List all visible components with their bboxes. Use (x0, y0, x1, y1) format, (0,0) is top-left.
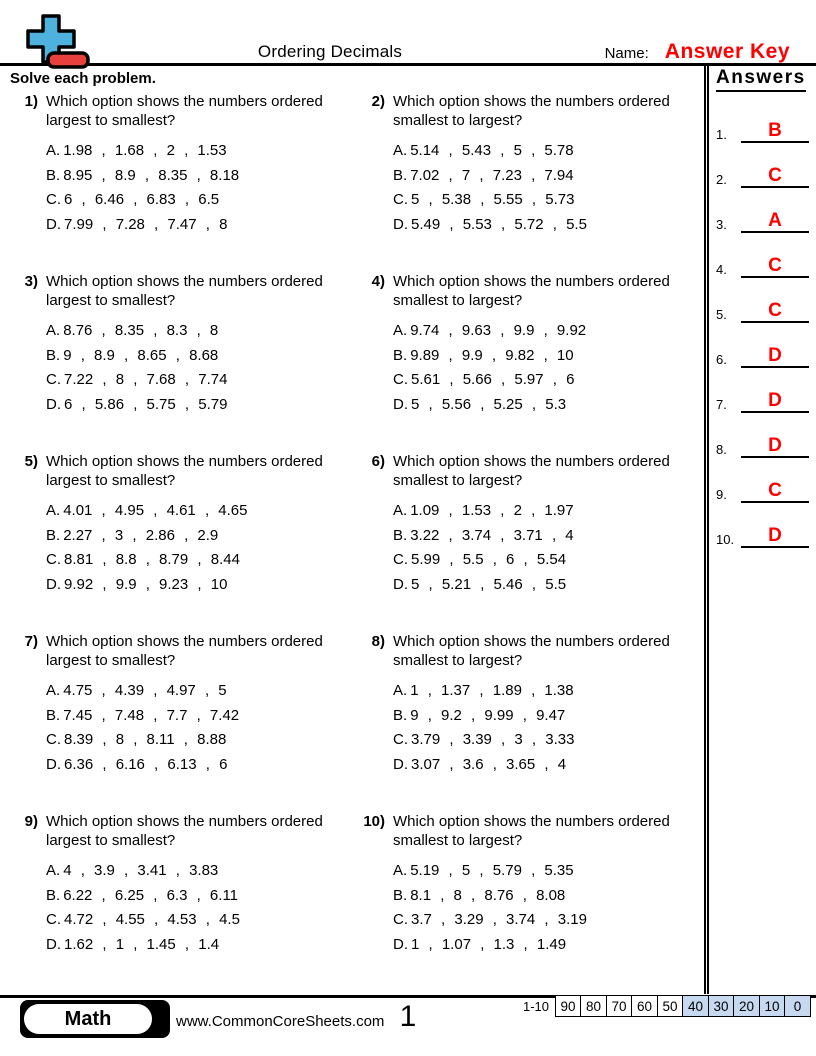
problem (10, 452, 357, 632)
answer-blank: B (741, 120, 809, 143)
answer-number: 8. (716, 442, 727, 457)
choice-values: 8.39 , 8 , 8.11 , 8.88 (64, 731, 227, 748)
content-row (0, 66, 816, 994)
choice-label: D. (393, 395, 408, 413)
choice-values: 5.61 , 5.66 , 5.97 , 6 (411, 371, 575, 388)
website-url: www.CommonCoreSheets.com (176, 1013, 385, 1030)
problem-question: Which option shows the numbers ordered smallest to largest? (393, 273, 670, 309)
choice-label: A. (393, 682, 408, 699)
choice-values: 8.95 , 8.9 , 8.35 , 8.18 (63, 166, 240, 184)
choice-label: B. (393, 706, 408, 724)
choice (46, 884, 343, 909)
choice-values: 4 , 3.9 , 3.41 , 3.83 (63, 862, 219, 879)
choice-values: 9 , 9.2 , 9.99 , 9.47 (410, 706, 566, 724)
problem-question: Which option shows the numbers ordered largest to smallest? (46, 633, 323, 669)
answer-blank: C (741, 300, 809, 323)
choice-values: 6.36 , 6.16 , 6.13 , 6 (64, 755, 228, 773)
score-cell: 10 (759, 995, 786, 1017)
choice-values: 9.89 , 9.9 , 9.82 , 10 (410, 346, 574, 364)
problem-question: Which option shows the numbers ordered smallest to largest? (393, 633, 670, 669)
instructions: Solve each problem. (10, 70, 156, 87)
choice-values: 5.49 , 5.53 , 5.72 , 5.5 (411, 215, 587, 233)
problem-head (357, 92, 690, 130)
choice-values: 5 , 5.21 , 5.46 , 5.5 (411, 575, 567, 593)
problem-head (357, 452, 690, 490)
choice-values: 8.76 , 8.35 , 8.3 , 8 (63, 322, 219, 339)
answer-key-label: Answer Key (664, 40, 790, 63)
choice-label: B. (393, 166, 408, 184)
choice (393, 188, 690, 213)
choice-label: D. (46, 935, 61, 953)
choice-values: 3.07 , 3.6 , 3.65 , 4 (411, 755, 567, 773)
answer-number: 7. (716, 397, 727, 412)
choice-label: C. (46, 911, 61, 928)
choice (393, 344, 690, 369)
score-cell: 60 (631, 995, 658, 1017)
problems-grid (10, 92, 704, 992)
choice-label: B. (46, 166, 61, 184)
problem (357, 272, 704, 452)
answer-number: 1. (716, 127, 727, 142)
choice-label: C. (46, 371, 61, 388)
choice-list (393, 139, 690, 237)
choice-values: 8.81 , 8.8 , 8.79 , 8.44 (64, 551, 240, 568)
problem-head (10, 272, 343, 310)
problem-number: 4) (371, 273, 385, 290)
choice (393, 499, 690, 524)
choice (46, 499, 343, 524)
choice-label: A. (46, 322, 61, 339)
choice (46, 548, 343, 573)
answer-item (716, 98, 809, 143)
answer-item (716, 368, 809, 413)
choice-values: 1.09 , 1.53 , 2 , 1.97 (410, 502, 574, 519)
problem (357, 452, 704, 632)
answer-blank: D (741, 435, 809, 458)
choice (46, 573, 343, 598)
score-cell: 20 (733, 995, 760, 1017)
problem-number: 3) (24, 273, 38, 290)
answer-item (716, 188, 809, 233)
problem-question: Which option shows the numbers ordered largest to smallest? (46, 273, 323, 309)
score-cell: 70 (606, 995, 633, 1017)
choice (46, 679, 343, 704)
answer-blank: A (741, 210, 809, 233)
choice (46, 524, 343, 549)
choice-label: B. (46, 526, 61, 544)
choice-label: D. (46, 755, 61, 773)
score-cell: 40 (682, 995, 709, 1017)
choice (46, 393, 343, 418)
choice-values: 8.1 , 8 , 8.76 , 8.08 (410, 886, 566, 904)
answer-blank: C (741, 255, 809, 278)
answer-number: 9. (716, 487, 727, 502)
choice-list (46, 319, 343, 417)
answer-item (716, 233, 809, 278)
answer-number: 6. (716, 352, 727, 367)
problem-head (10, 632, 343, 670)
choice-label: C. (393, 371, 408, 388)
choice-values: 2.27 , 3 , 2.86 , 2.9 (63, 526, 219, 544)
problem-question: Which option shows the numbers ordered smallest to largest? (393, 813, 670, 849)
choice-values: 9 , 8.9 , 8.65 , 8.68 (63, 346, 219, 364)
grading-scale (523, 995, 811, 1017)
problem (10, 92, 357, 272)
choice-list (46, 679, 343, 777)
choice (46, 188, 343, 213)
choice (46, 859, 343, 884)
choice (393, 908, 690, 933)
choice-list (393, 499, 690, 597)
answer-list (716, 98, 809, 548)
choice (393, 859, 690, 884)
choice-label: A. (46, 142, 61, 159)
answer-blank: D (741, 390, 809, 413)
choice-values: 6 , 6.46 , 6.83 , 6.5 (64, 191, 220, 208)
choice-label: B. (393, 346, 408, 364)
answer-number: 4. (716, 262, 727, 277)
choice-values: 6 , 5.86 , 5.75 , 5.79 (64, 395, 228, 413)
answer-blank: C (741, 480, 809, 503)
choice (393, 704, 690, 729)
choice-values: 5.99 , 5.5 , 6 , 5.54 (411, 551, 567, 568)
answer-item (716, 413, 809, 458)
score-cell: 0 (784, 995, 811, 1017)
choice-values: 7.99 , 7.28 , 7.47 , 8 (64, 215, 228, 233)
choice-list (393, 679, 690, 777)
worksheet-title: Ordering Decimals (257, 42, 403, 61)
problem-head (357, 812, 690, 850)
problem-head (357, 272, 690, 310)
choice-values: 1 , 1.07 , 1.3 , 1.49 (411, 935, 567, 953)
choice (393, 139, 690, 164)
choice (46, 213, 343, 238)
score-cell: 30 (708, 995, 735, 1017)
choice (393, 319, 690, 344)
choice-values: 4.72 , 4.55 , 4.53 , 4.5 (64, 911, 240, 928)
choice-label: C. (393, 731, 408, 748)
problem-number: 10) (363, 813, 385, 830)
choice-label: A. (393, 502, 408, 519)
problem-number: 7) (24, 633, 38, 650)
choice (393, 753, 690, 778)
problem (10, 632, 357, 812)
choice (393, 548, 690, 573)
problem (10, 812, 357, 992)
choice-label: D. (46, 575, 61, 593)
score-cell: 90 (555, 995, 582, 1017)
grading-range-label: 1-10 (522, 998, 549, 1014)
answer-item (716, 278, 809, 323)
choice-values: 1.98 , 1.68 , 2 , 1.53 (63, 142, 227, 159)
grading-cells (556, 995, 811, 1017)
answer-number: 3. (716, 217, 727, 232)
choice (46, 164, 343, 189)
choice (46, 319, 343, 344)
choice-values: 5.14 , 5.43 , 5 , 5.78 (410, 142, 574, 159)
choice-list (46, 139, 343, 237)
choice-label: B. (46, 706, 61, 724)
name-block (605, 40, 790, 64)
choice (46, 753, 343, 778)
choice-values: 5.19 , 5 , 5.79 , 5.35 (410, 862, 574, 879)
choice (46, 728, 343, 753)
choice-values: 5 , 5.38 , 5.55 , 5.73 (411, 191, 575, 208)
problem-head (357, 632, 690, 670)
choice (393, 393, 690, 418)
choice (46, 908, 343, 933)
footer (0, 995, 816, 1056)
choice-values: 4.75 , 4.39 , 4.97 , 5 (63, 682, 227, 699)
answer-item (716, 323, 809, 368)
choice-label: C. (46, 191, 61, 208)
choice-label: B. (393, 886, 408, 904)
choice-label: B. (46, 886, 61, 904)
problem (357, 632, 704, 812)
choice (393, 728, 690, 753)
choice-label: D. (46, 215, 61, 233)
answer-number: 10. (716, 532, 735, 547)
choice (46, 344, 343, 369)
problem-question: Which option shows the numbers ordered smallest to largest? (393, 453, 670, 489)
choice-list (46, 499, 343, 597)
problem (10, 272, 357, 452)
choice (46, 368, 343, 393)
problem (357, 812, 704, 992)
problem-head (10, 452, 343, 490)
header (0, 0, 816, 66)
choice-values: 7.22 , 8 , 7.68 , 7.74 (64, 371, 228, 388)
answer-blank: D (741, 525, 809, 548)
choice (46, 704, 343, 729)
problem-number: 1) (24, 93, 38, 110)
score-cell: 50 (657, 995, 684, 1017)
choice-label: D. (46, 395, 61, 413)
choice-label: D. (393, 215, 408, 233)
page-number: 1 (399, 1000, 417, 1033)
choice (393, 524, 690, 549)
choice-values: 9.92 , 9.9 , 9.23 , 10 (64, 575, 228, 593)
problem-number: 9) (24, 813, 38, 830)
problem-number: 6) (371, 453, 385, 470)
name-label: Name: (604, 45, 649, 62)
choice-label: D. (393, 575, 408, 593)
choice-label: A. (393, 862, 408, 879)
problem-number: 8) (371, 633, 385, 650)
problem (357, 92, 704, 272)
choice-label: C. (393, 551, 408, 568)
answer-number: 2. (716, 172, 727, 187)
choice-label: A. (46, 682, 61, 699)
choice-label: D. (393, 755, 408, 773)
choice-label: B. (393, 526, 408, 544)
choice (393, 573, 690, 598)
main-content (0, 66, 704, 994)
choice (46, 139, 343, 164)
choice-label: A. (393, 142, 408, 159)
answer-item (716, 503, 809, 548)
problem-head (10, 92, 343, 130)
choice-values: 7.02 , 7 , 7.23 , 7.94 (410, 166, 574, 184)
choice (393, 933, 690, 958)
choice-list (393, 859, 690, 957)
choice-values: 3.22 , 3.74 , 3.71 , 4 (410, 526, 574, 544)
choice (393, 884, 690, 909)
choice (46, 933, 343, 958)
choice-list (393, 319, 690, 417)
choice-values: 7.45 , 7.48 , 7.7 , 7.42 (63, 706, 240, 724)
choice-label: C. (393, 911, 408, 928)
problem-question: Which option shows the numbers ordered largest to smallest? (46, 813, 323, 849)
choice-label: C. (393, 191, 408, 208)
answer-item (716, 458, 809, 503)
score-cell: 80 (580, 995, 607, 1017)
choice-list (46, 859, 343, 957)
choice (393, 164, 690, 189)
choice (393, 368, 690, 393)
choice-label: A. (46, 502, 61, 519)
answer-item (716, 143, 809, 188)
choice (393, 679, 690, 704)
subject-label: Math (24, 1004, 152, 1034)
choice-label: A. (46, 862, 61, 879)
choice-values: 3.79 , 3.39 , 3 , 3.33 (411, 731, 575, 748)
answers-heading: Answers (716, 67, 806, 92)
choice-values: 3.7 , 3.29 , 3.74 , 3.19 (411, 911, 587, 928)
choice-values: 1 , 1.37 , 1.89 , 1.38 (410, 682, 574, 699)
problem-number: 2) (371, 93, 385, 110)
choice-label: A. (393, 322, 408, 339)
answer-blank: D (741, 345, 809, 368)
choice-label: D. (393, 935, 408, 953)
problem-question: Which option shows the numbers ordered smallest to largest? (393, 93, 670, 129)
answers-sidebar (704, 66, 816, 994)
problem-question: Which option shows the numbers ordered largest to smallest? (46, 93, 323, 129)
choice-label: B. (46, 346, 61, 364)
choice-values: 4.01 , 4.95 , 4.61 , 4.65 (63, 502, 248, 519)
answer-number: 5. (716, 307, 727, 322)
choice-values: 1.62 , 1 , 1.45 , 1.4 (64, 935, 220, 953)
choice-values: 5 , 5.56 , 5.25 , 5.3 (411, 395, 567, 413)
problem-head (10, 812, 343, 850)
choice (393, 213, 690, 238)
problem-number: 5) (24, 453, 38, 470)
choice-values: 6.22 , 6.25 , 6.3 , 6.11 (63, 886, 239, 904)
answer-blank: C (741, 165, 809, 188)
choice-values: 9.74 , 9.63 , 9.9 , 9.92 (410, 322, 587, 339)
choice-label: C. (46, 731, 61, 748)
problem-question: Which option shows the numbers ordered largest to smallest? (46, 453, 323, 489)
choice-label: C. (46, 551, 61, 568)
